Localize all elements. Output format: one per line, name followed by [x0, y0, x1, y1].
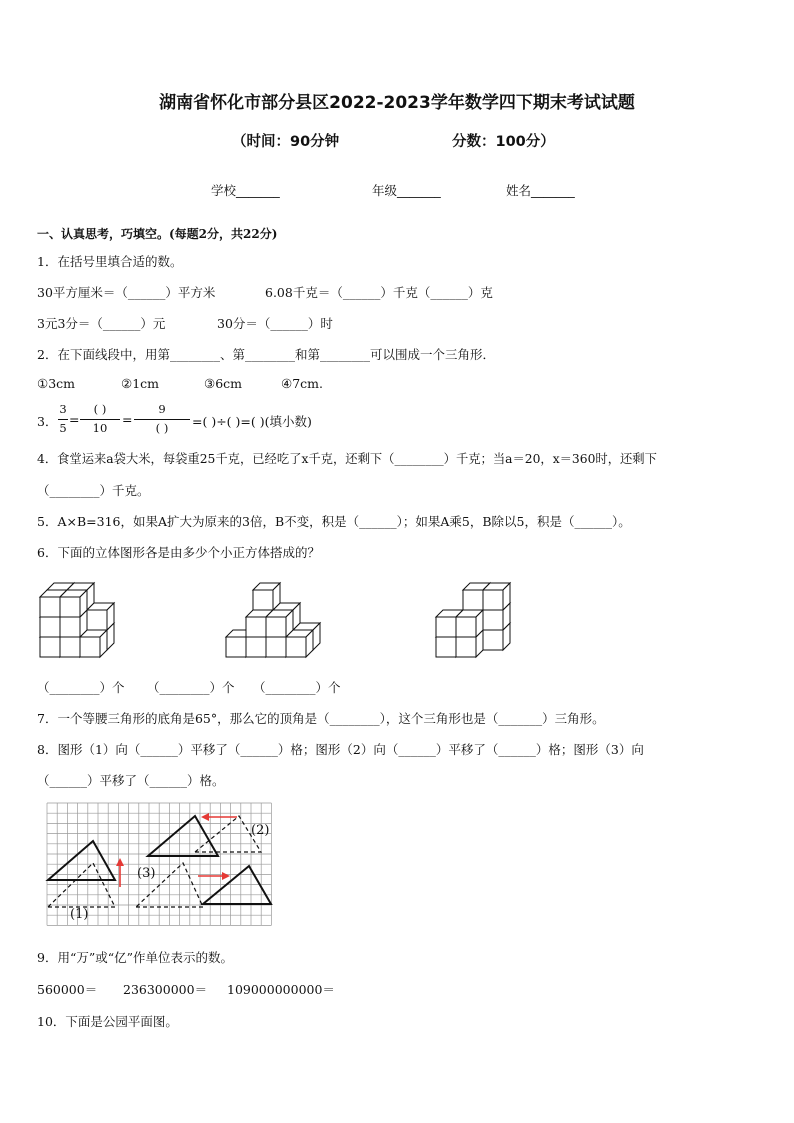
unit-cube [286, 630, 313, 657]
q9-stem: 9．用“万”或“亿”作单位表示的数。 [37, 950, 234, 965]
time-info: （时间：90分钟 [232, 134, 340, 150]
grade-field[interactable]: 年级_______ [372, 183, 441, 198]
unit-cube [483, 583, 510, 610]
q10-stem: 10．下面是公园平面图。 [37, 1014, 178, 1029]
q7-text: 7．一个等腰三角形的底角是65°，那么它的顶角是（________），这个三角形也是（_______）三角形。 [37, 711, 605, 726]
arrow-left-head-icon [201, 813, 209, 821]
q3-frac3-num: 9 [158, 402, 166, 416]
cube-figure-2 [226, 583, 320, 657]
q2-option-3: ③6cm [204, 376, 243, 391]
q1-line1a: 30平方厘米＝（______）平方米 [37, 285, 216, 300]
unit-cube [87, 603, 114, 630]
section-heading: 一、认真思考，巧填空。(每题2分，共22分) [37, 227, 278, 241]
q8-line1: 8．图形（1）向（______）平移了（______）格；图形（2）向（______）平移了（______）格；图形（3）向 [37, 742, 644, 757]
arrow-right-head-icon [222, 872, 230, 880]
q3-frac2-bar [80, 419, 120, 420]
arrow-up-head-icon [116, 858, 124, 866]
q1-line1b: 6.08千克＝（______）千克（______）克 [265, 285, 493, 300]
unit-cube [266, 610, 293, 637]
q6-answer-1[interactable]: （________）个 [37, 680, 125, 695]
q2-option-2: ②1cm [121, 376, 160, 391]
shape-3-moved [203, 866, 271, 904]
q6-cube-figures [30, 565, 530, 670]
q3-tail: =( )÷( )=( )(填小数) [192, 414, 312, 429]
q3-frac3-bar [134, 419, 190, 420]
shape-1-original [48, 863, 115, 907]
shape-2-label: (2) [251, 823, 270, 838]
q9-b: 236300000＝ [123, 982, 208, 997]
q3-frac1-den: 5 [59, 421, 67, 435]
q2-option-1: ①3cm [37, 376, 76, 391]
unit-cube [253, 583, 280, 610]
q3-label: 3． [37, 414, 58, 429]
school-field[interactable]: 学校_______ [211, 183, 280, 198]
q3-eq2: = [122, 412, 133, 427]
score-info: 分数：100分） [452, 134, 555, 150]
q4-line1: 4．食堂运来a袋大米，每袋重25千克，已经吃了x千克，还剩下（________）千克；当a＝20，x＝360时，还剩下 [37, 452, 657, 466]
cube-figure-3 [436, 583, 510, 657]
page-title: 湖南省怀化市部分县区2022-2023学年数学四下期末考试试题 [159, 93, 635, 113]
unit-cube [80, 630, 107, 657]
q1-line2b: 30分＝（______）时 [217, 316, 333, 331]
q4-line2: （________）千克。 [37, 483, 150, 498]
q1-stem: 1．在括号里填合适的数。 [37, 254, 183, 269]
arrow-icons [116, 813, 237, 887]
unit-cube [60, 590, 87, 617]
q1-line2a: 3元3分＝（______）元 [37, 316, 166, 331]
cube-figure-1 [40, 583, 114, 657]
q2-stem: 2．在下面线段中，用第________、第________和第________可以围成一个三角形． [37, 347, 495, 362]
q3-eq1: = [69, 412, 80, 427]
unit-cube [456, 610, 483, 637]
name-field[interactable]: 姓名_______ [506, 183, 575, 198]
q2-option-4: ④7cm. [281, 376, 323, 391]
shape-2-moved [148, 816, 218, 856]
q8-translation-grid [45, 801, 277, 933]
q8-line2: （______）平移了（______）格。 [37, 773, 225, 788]
q9-c: 109000000000＝ [227, 982, 335, 997]
q3-frac2-num: ( ) [93, 402, 107, 416]
q3-frac1-bar [58, 419, 68, 420]
q6-answer-2[interactable]: （________）个 [147, 680, 235, 695]
q3-frac3-den: ( ) [155, 421, 169, 435]
q3-frac1-num: 3 [59, 402, 67, 416]
q5-text: 5．A×B=316，如果A扩大为原来的3倍，B不变，积是（______）；如果A乘5，B除以5，积是（______）。 [37, 514, 631, 529]
shape-3-label: (3) [137, 866, 156, 881]
q6-answer-3[interactable]: （________）个 [253, 680, 341, 695]
q3-frac2-den: 10 [92, 421, 108, 435]
q9-a: 560000＝ [37, 982, 98, 997]
q6-stem: 6．下面的立体图形各是由多少个小正方体搭成的？ [37, 545, 320, 560]
shape-1-label: (1) [70, 907, 89, 922]
